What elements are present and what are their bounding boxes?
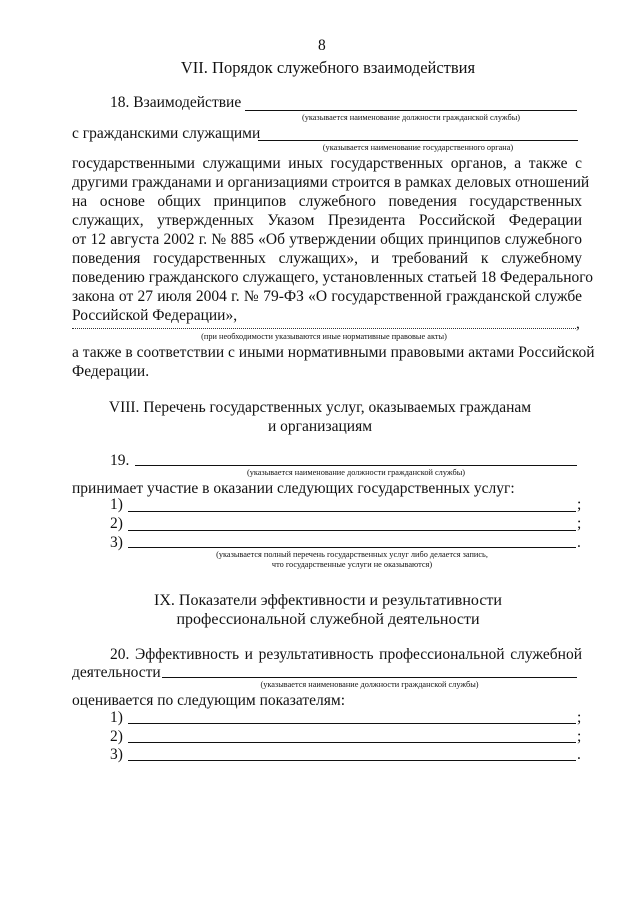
page-number: 8: [318, 37, 326, 54]
agency-blank-line[interactable]: [258, 140, 578, 141]
participates-label: принимает участие в оказании следующих государственных услуг:: [72, 480, 515, 497]
list-number: 3): [110, 746, 123, 763]
list-number: 2): [110, 515, 123, 532]
body-line: поведения государственных служащих», и требований к служебному: [72, 250, 582, 267]
list-number: 3): [110, 534, 123, 551]
services-hint-cont: что государственные услуги не оказываются): [271, 560, 433, 569]
with-civil-servants-label: с гражданскими служащими: [72, 125, 261, 142]
body-line: закона от 27 июля 2004 г. № 79-ФЗ «О государственной гражданской службе: [72, 288, 582, 305]
body-line: другими гражданами и организациями строится в рамках деловых отношений: [72, 174, 590, 191]
body-line: поведению гражданского служащего, установленных статьей 18 Федерального: [72, 269, 594, 286]
list-number: 1): [110, 709, 123, 726]
list-end: ;: [577, 728, 582, 745]
body-last-line: Российской Федерации»,: [72, 307, 238, 324]
position-blank-line[interactable]: [135, 465, 577, 466]
indicator-blank-line[interactable]: [128, 742, 576, 743]
body-line: от 12 августа 2002 г. № 885 «Об утверждении общих принципов служебного: [72, 231, 582, 248]
body-line: служащих, утвержденных Указом Президента Российской Федерации: [72, 212, 582, 229]
indicator-blank-line[interactable]: [128, 723, 576, 724]
position-hint: (указывается наименование должности гражданской службы): [260, 680, 479, 689]
list-end: .: [577, 746, 581, 763]
position-blank-line[interactable]: [245, 110, 577, 111]
position-blank-line[interactable]: [162, 677, 577, 678]
position-hint: (указывается наименование должности гражданской службы): [301, 113, 521, 122]
service-blank-line[interactable]: [128, 530, 576, 531]
list-end: ;: [577, 515, 582, 532]
section-8-heading-cont: и организациям: [267, 418, 373, 435]
list-number: 2): [110, 728, 123, 745]
services-hint: (указывается полный перечень государственных услуг либо делается запись,: [216, 550, 488, 559]
service-blank-line[interactable]: [128, 511, 576, 512]
position-hint: (указывается наименование должности гражданской службы): [246, 468, 466, 477]
list-end: ;: [577, 709, 582, 726]
section-7-heading: VII. Порядок служебного взаимодействия: [180, 58, 476, 77]
body-line: на основе общих принципов служебного поведения государственных: [72, 193, 582, 210]
item-18-label: 18. Взаимодействие: [110, 94, 242, 111]
also-line-end: Федерации.: [72, 363, 150, 380]
acts-blank-line[interactable]: [72, 328, 576, 329]
list-number: 1): [110, 496, 123, 513]
list-end: .: [577, 534, 581, 551]
section-9-heading: IX. Показатели эффективности и результативности: [154, 592, 502, 609]
agency-hint: (указывается наименование государственного органа): [322, 143, 514, 152]
list-end: ;: [577, 496, 582, 513]
section-9-heading-cont: профессиональной служебной деятельности: [176, 611, 480, 628]
acts-blank-end: ,: [576, 315, 580, 332]
evaluated-label: оценивается по следующим показателям:: [72, 692, 346, 709]
also-line: а также в соответствии с иными нормативными правовыми актами Российской: [72, 344, 595, 361]
indicator-blank-line[interactable]: [128, 760, 576, 761]
section-8-heading: VIII. Перечень государственных услуг, оказываемых гражданам: [108, 399, 532, 416]
item-20-line-cont: деятельности: [72, 664, 161, 681]
body-line: государственными служащими иных государственных органов, а также с: [72, 155, 582, 172]
acts-hint: (при необходимости указываются иные нормативные правовые акты): [201, 332, 447, 341]
item-19-label: 19.: [110, 452, 130, 469]
item-20-line: 20. Эффективность и результативность профессиональной служебной: [110, 646, 582, 663]
service-blank-line[interactable]: [128, 547, 576, 548]
